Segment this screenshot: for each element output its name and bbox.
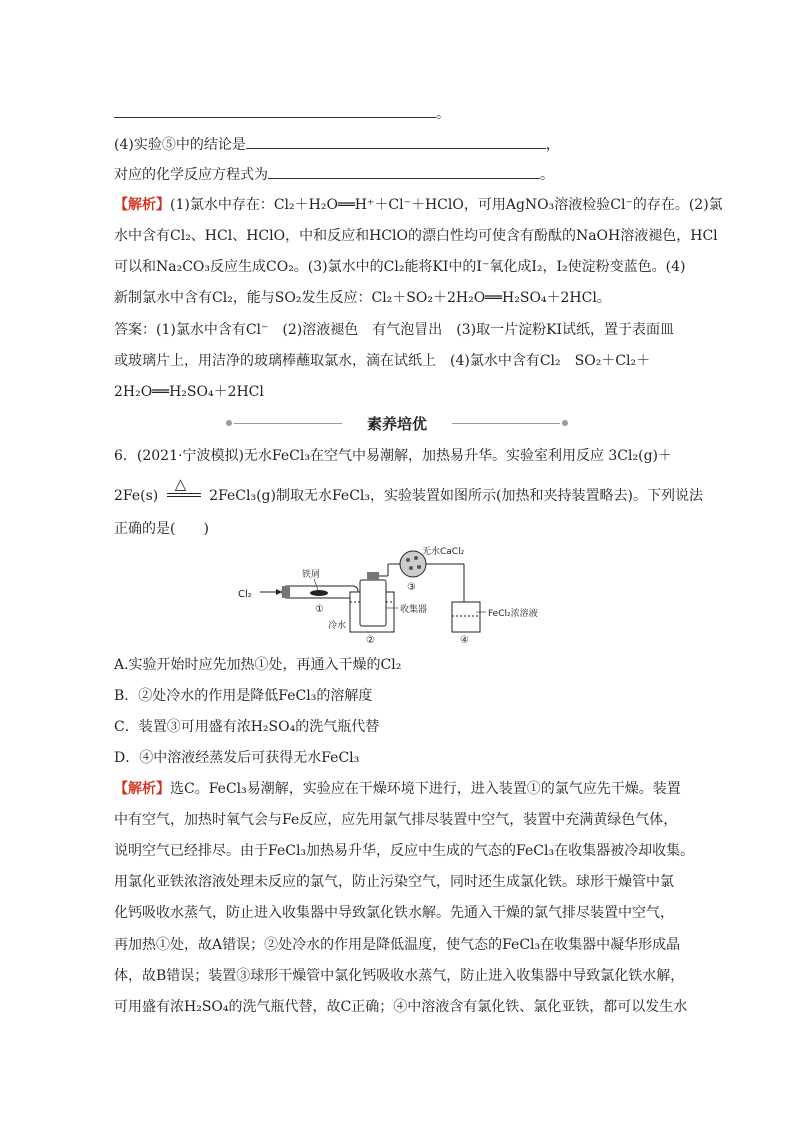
answer-blank[interactable] bbox=[268, 164, 540, 179]
q6-analysis-line-8: 可用盛有浓H₂SO₄的洗气瓶代替，故C正确；④中溶液含有氯化铁、氯化亚铁，都可以发生水 bbox=[114, 999, 688, 1015]
q6-analysis-line-6: 再加热①处，故A错误；②处冷水的作用是降低温度，使气态的FeCl₃在收集器中凝华形成晶 bbox=[114, 937, 681, 953]
divider-rule bbox=[234, 423, 342, 424]
apparatus-diagram bbox=[236, 546, 596, 646]
label-num-1: ① bbox=[315, 604, 324, 615]
answer-blank[interactable] bbox=[114, 103, 436, 118]
question-6-line-1: 6．(2021·宁波模拟)无水FeCl₃在空气中易潮解，加热易升华。实验室利用反应 3Cl₂(g)＋ bbox=[114, 448, 672, 464]
divider-rule bbox=[452, 423, 560, 424]
cacl2-granule bbox=[417, 565, 421, 569]
question-4b: 对应的化学反应方程式为 。 bbox=[114, 164, 554, 185]
label-num-2: ② bbox=[366, 635, 375, 646]
collector-bottle bbox=[360, 580, 386, 626]
question-6-line-3: 正确的是( ) bbox=[114, 521, 209, 537]
option-d[interactable]: D．④中溶液经蒸发后可获得无水FeCl₃ bbox=[114, 750, 360, 766]
q6-analysis-line-5: 化钙吸收水蒸气，防止进入收集器中导致氯化铁水解。先通入干燥的氯气排尽装置中空气， bbox=[114, 905, 674, 921]
answer-line-2: 或玻璃片上，用洁净的玻璃棒蘸取氯水，滴在试纸上 (4)氯水中含有Cl₂ SO₂＋Cl₂＋ bbox=[114, 353, 651, 369]
question-6-line-2: 2Fe(s) △ 2FeCl₃(g)制取无水FeCl₃，实验装置如图所示(加热和夹持装置略去)。下列说法 bbox=[114, 475, 703, 504]
cacl2-granule bbox=[409, 566, 413, 570]
analysis-line-2: 水中含有Cl₂、HCl、HClO，中和反应和HClO的漂白性均可使含有酚酞的NaOH溶液褪色，HCl bbox=[114, 228, 718, 244]
analysis-tag: 【解析】 bbox=[114, 781, 170, 797]
equals-bar bbox=[167, 496, 201, 497]
q6-analysis-line-7: 体，故B错误；装置③球形干燥管中氯化钙吸收水蒸气，防止进入收集器中导致氯化铁水解， bbox=[114, 968, 685, 984]
arrow-head bbox=[276, 589, 282, 595]
cacl2-granule bbox=[414, 556, 418, 560]
diagram-label-cold-water: 冷水 bbox=[328, 621, 347, 631]
option-a[interactable]: A.实验开始时应先加热①处，再通入干燥的Cl₂ bbox=[114, 657, 402, 673]
cacl2-granule bbox=[406, 558, 410, 562]
answer-line-1: 答案：(1)氯水中含有Cl⁻ (2)溶液褪色 有气泡冒出 (3)取一片淀粉KI试纸，置于表面皿 bbox=[114, 322, 675, 338]
q6-analysis-line-1: 【解析】选C。FeCl₃易潮解，实验应在干燥环境下进行，进入装置①的氯气应先干燥。装置 bbox=[114, 781, 681, 797]
analysis-line-4: 新制氯水中含有Cl₂，能与SO₂发生反应：Cl₂＋SO₂＋2H₂O══H₂SO₄＋2HCl。 bbox=[114, 290, 611, 306]
blank-line-1: 。 bbox=[114, 103, 450, 124]
stopper-left bbox=[282, 586, 290, 598]
diagram-label-cl2: Cl₂ bbox=[238, 589, 252, 600]
equals-bar bbox=[167, 493, 201, 494]
diagram-label-collector: 收集器 bbox=[400, 605, 428, 615]
analysis-tag: 【解析】 bbox=[114, 197, 170, 213]
divider-dot bbox=[226, 420, 232, 426]
label-num-4: ④ bbox=[460, 635, 469, 646]
question-4a: (4)实验⑤中的结论是 ， bbox=[114, 134, 560, 155]
analysis-line-1: 【解析】(1)氯水中存在：Cl₂＋H₂O══H⁺＋Cl⁻＋HClO，可用AgNO₃溶液检验Cl⁻的存在。(2)氯 bbox=[114, 197, 723, 213]
option-c[interactable]: C．装置③可用盛有浓H₂SO₄的洗气瓶代替 bbox=[114, 719, 380, 735]
answer-line-3: 2H₂O══H₂SO₄＋2HCl bbox=[114, 384, 264, 400]
answer-blank[interactable] bbox=[246, 134, 546, 149]
q6-analysis-line-4: 用氯化亚铁浓溶液处理未反应的氯气，防止污染空气，同时还生成氯化铁。球形干燥管中氯 bbox=[114, 874, 674, 890]
iron-filings bbox=[310, 590, 328, 596]
diagram-label-iron: 铁屑 bbox=[302, 570, 321, 580]
diagram-label-fecl2: FeCl₂浓溶液 bbox=[488, 609, 538, 619]
reaction-arrow bbox=[167, 475, 201, 506]
q6-analysis-line-2: 中有空气，加热时氧气会与Fe反应，应先用氯气排尽装置中空气，装置中充满黄绿色气体， bbox=[114, 812, 678, 828]
heat-symbol: △ bbox=[174, 475, 187, 493]
label-num-3: ③ bbox=[407, 582, 416, 593]
divider-dot bbox=[562, 420, 568, 426]
analysis-line-3: 可以和Na₂CO₃反应生成CO₂。(3)氯水中的Cl₂能将KI中的I⁻氧化成I₂，I₂使淀粉变蓝色。(4) bbox=[114, 259, 686, 275]
section-title: 素养培优 bbox=[366, 415, 427, 433]
section-divider bbox=[226, 413, 568, 435]
q6-analysis-line-3: 说明空气已经排尽。由于FeCl₃加热易升华，反应中生成的气态的FeCl₃在收集器被冷却收集。 bbox=[114, 843, 695, 859]
option-b[interactable]: B．②处冷水的作用是降低FeCl₃的溶解度 bbox=[114, 688, 373, 704]
diagram-label-cacl2: 无水CaCl₂ bbox=[422, 547, 465, 557]
collector-neck bbox=[367, 572, 379, 580]
beaker bbox=[452, 602, 480, 632]
